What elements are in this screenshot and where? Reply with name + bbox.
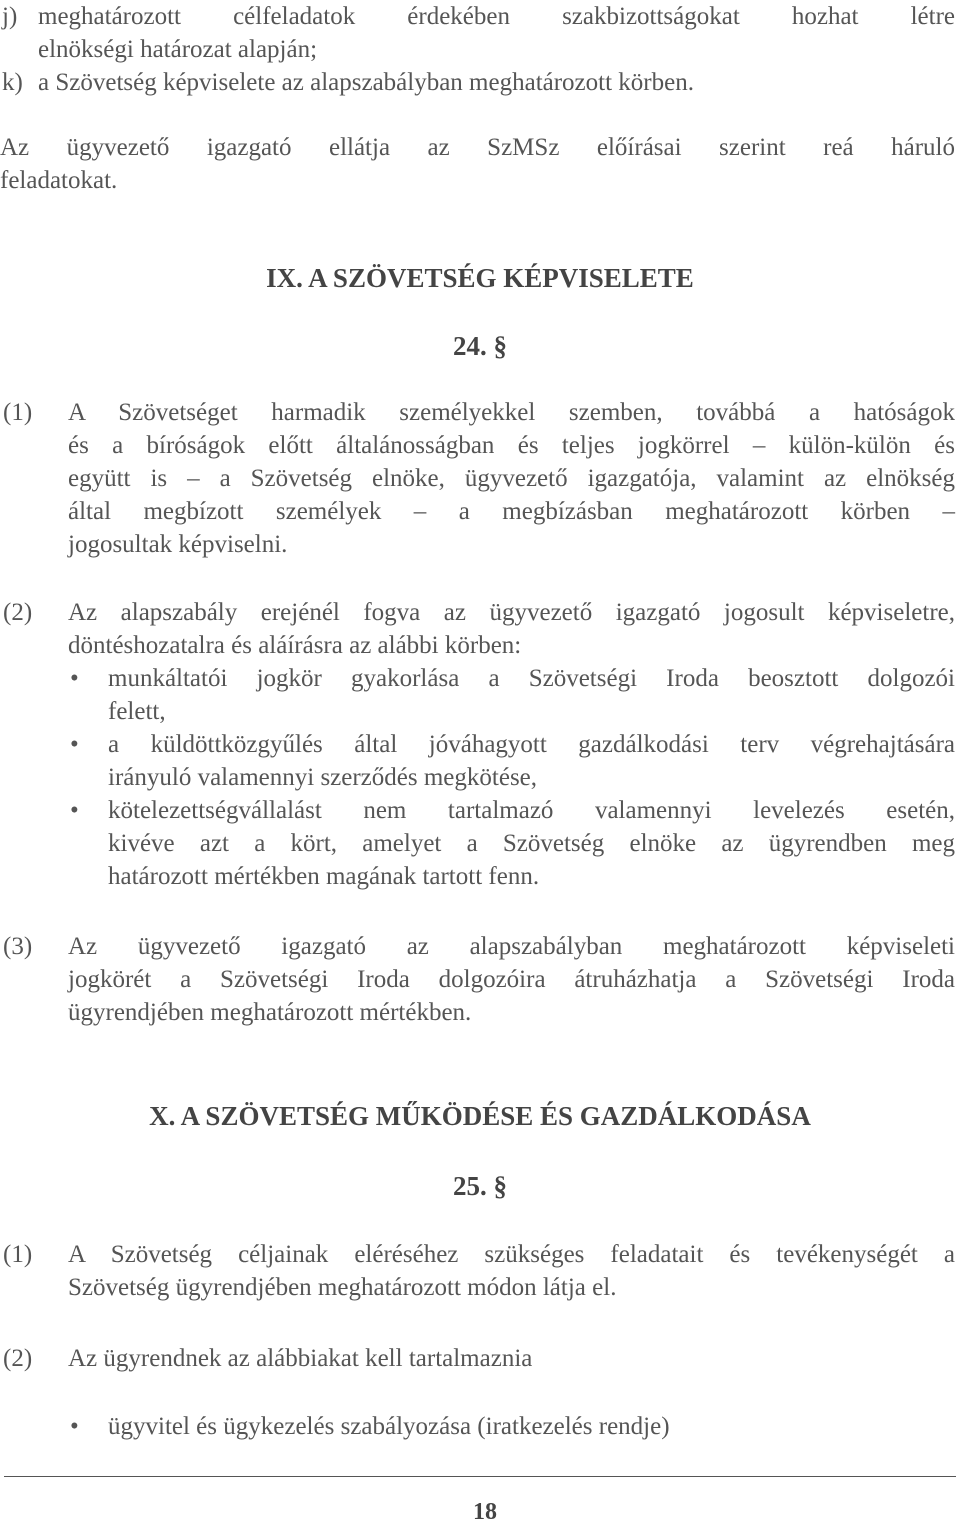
- paragraph-number: (2): [3, 599, 33, 626]
- bullet-list: [68, 1410, 955, 1443]
- section-number-25: 25. §: [453, 1171, 507, 1201]
- footer-divider: [4, 1476, 956, 1477]
- text-line: meghatározott célfeladatok érdekében szakbizottságokat hozhat létre: [38, 3, 955, 30]
- paragraph-24-3: [0, 930, 955, 1029]
- text-line: döntéshozatalra és aláírásra az alábbi körben:: [68, 632, 522, 659]
- text-line: felett,: [108, 698, 166, 725]
- text-line: kivéve azt a kört, amelyet a Szövetség elnöke az ügyrendben meg: [108, 830, 955, 857]
- text-line: határozott mértékben magának tartott fenn.: [108, 863, 540, 890]
- bullet-icon: •: [70, 731, 79, 758]
- text-line: Az alapszabály erejénél fogva az ügyvezető igazgató jogosult képviseletre,: [68, 599, 955, 626]
- bullet-icon: •: [70, 1413, 79, 1440]
- text-line: Az ügyrendnek az alábbiakat kell tartalmaznia: [68, 1345, 533, 1372]
- text-line: a Szövetség képviselete az alapszabályban meghatározott körben.: [38, 69, 694, 96]
- paragraph-number: (3): [3, 933, 33, 960]
- intro-paragraph: [0, 131, 955, 197]
- text-line: együtt is – a Szövetség elnöke, ügyvezető igazgatója, valamint az elnökség: [68, 465, 955, 492]
- list-item: [68, 662, 955, 728]
- paragraph-24-1: [0, 396, 955, 561]
- paragraph-25-1: [0, 1238, 955, 1304]
- bullet-list: [68, 662, 955, 893]
- text-line: Szövetség ügyrendjében meghatározott módon látja el.: [68, 1274, 617, 1301]
- text-line: jogkörét a Szövetségi Iroda dolgozóira átruházhatja a Szövetségi Iroda: [68, 966, 955, 993]
- text-line: Az ügyvezető igazgató az alapszabályban meghatározott képviseleti: [68, 933, 955, 960]
- list-marker: j): [2, 3, 18, 30]
- paragraph-number: (1): [3, 399, 33, 426]
- bullet-icon: •: [70, 797, 79, 824]
- paragraph-number: (2): [3, 1345, 33, 1372]
- text-line: a küldöttközgyűlés által jóváhagyott gazdálkodási terv végrehajtására: [108, 731, 955, 758]
- text-line: kötelezettségvállalást nem tartalmazó valamennyi levelezés esetén,: [108, 797, 955, 824]
- text-line: ügyrendjében meghatározott mértékben.: [68, 999, 472, 1026]
- bullet-icon: •: [70, 665, 79, 692]
- text-line: és a bíróságok előtt általánosságban és teljes jogkörrel – külön-külön és: [68, 432, 955, 459]
- chapter-heading-ix: IX. A SZÖVETSÉG KÉPVISELETE: [266, 263, 694, 293]
- list-item: [68, 728, 955, 794]
- text-line: A Szövetséget harmadik személyekkel szemben, továbbá a hatóságok: [68, 399, 955, 426]
- text-line: jogosultak képviselni.: [68, 531, 288, 558]
- page-number: 18: [473, 1499, 497, 1525]
- text-line: elnökségi határozat alapján;: [38, 36, 318, 63]
- text-line: irányuló valamennyi szerződés megkötése,: [108, 764, 538, 791]
- text-line: feladatokat.: [0, 167, 118, 194]
- paragraph-25-bullets: [0, 1410, 955, 1443]
- text-line: munkáltatói jogkör gyakorlása a Szövetségi Iroda beosztott dolgozói: [108, 665, 955, 692]
- paragraph-25-2: [0, 1342, 955, 1375]
- section-number-24: 24. §: [453, 331, 507, 361]
- list-marker: k): [2, 69, 23, 96]
- text-line: által megbízott személyek – a megbízásban meghatározott körben –: [68, 498, 955, 525]
- list-item: [68, 794, 955, 893]
- text-line: Az ügyvezető igazgató ellátja az SzMSz előírásai szerint reá háruló: [0, 134, 955, 161]
- chapter-heading-x: X. A SZÖVETSÉG MŰKÖDÉSE ÉS GAZDÁLKODÁSA: [149, 1101, 811, 1131]
- paragraph-24-2: [0, 596, 955, 893]
- list-item: [68, 1410, 955, 1443]
- list-item-k: [0, 66, 955, 99]
- paragraph-number: (1): [3, 1241, 33, 1268]
- text-line: A Szövetség céljainak eléréséhez szükséges feladatait és tevékenységét a: [68, 1241, 955, 1268]
- text-line: ügyvitel és ügykezelés szabályozása (iratkezelés rendje): [108, 1413, 670, 1440]
- list-item-j: [0, 0, 955, 66]
